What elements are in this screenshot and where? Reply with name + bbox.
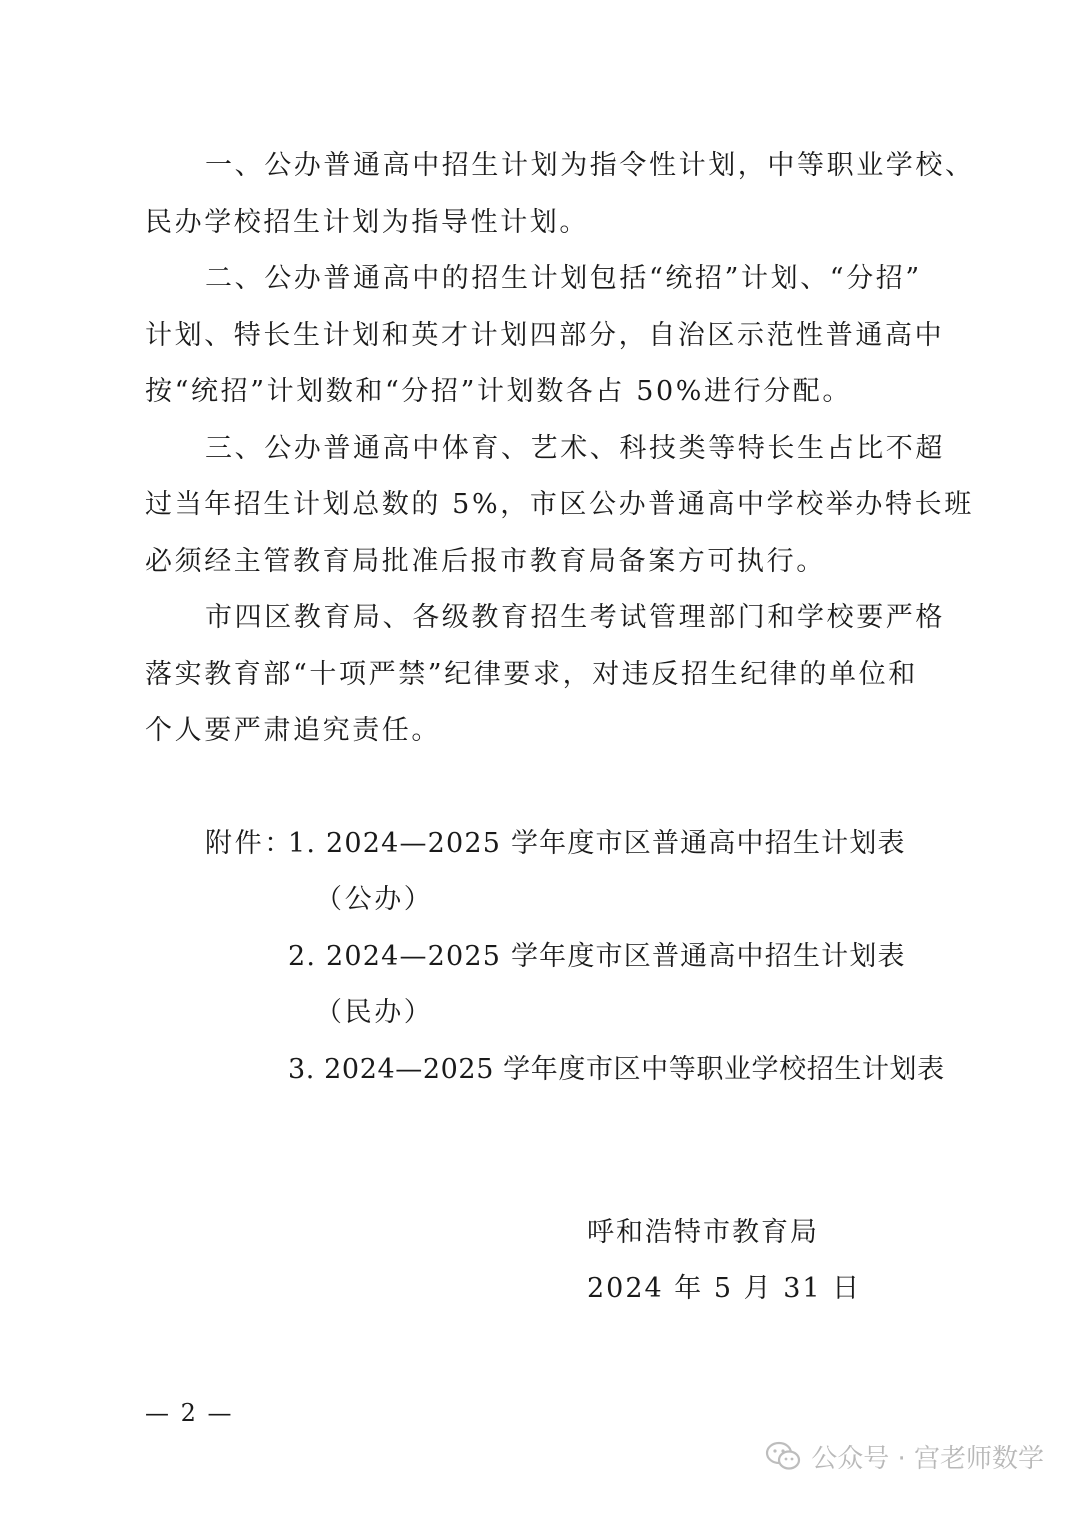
page-number: — 2 — — [145, 1399, 234, 1427]
para1-line2: 民办学校招生计划为指导性计划。 — [145, 207, 589, 238]
para2-line3: 按“统招”计划数和“分招”计划数各占 50%进行分配。 — [145, 376, 853, 407]
watermark — [765, 1436, 1044, 1476]
para3-line3: 必须经主管教育局批准后报市教育局备案方可执行。 — [145, 546, 826, 577]
attachment-item-1-sub: （公办） — [315, 884, 434, 915]
para4-line1: 市四区教育局、各级教育招生考试管理部门和学校要严格 — [205, 602, 945, 633]
para4-line2: 落实教育部“十项严禁”纪律要求，对违反招生纪律的单位和 — [145, 659, 918, 690]
signature-org: 呼和浩特市教育局 — [587, 1217, 819, 1248]
para3-line2: 过当年招生计划总数的 5%，市区公办普通高中学校举办特长班 — [145, 489, 974, 520]
attachment-item-2-sub: （民办） — [315, 997, 434, 1028]
para4-line3: 个人要严肃追究责任。 — [145, 715, 441, 746]
attachment-item-3: 3. 2024—2025 学年度市区中等职业学校招生计划表 — [288, 1054, 945, 1085]
wechat-icon — [765, 1440, 801, 1472]
attachment-item-1: 1. 2024—2025 学年度市区普通高中招生计划表 — [288, 828, 906, 859]
para1-line1: 一、公办普通高中招生计划为指令性计划，中等职业学校、 — [205, 150, 975, 181]
signature-date: 2024 年 5 月 31 日 — [587, 1273, 862, 1304]
attachment-item-2: 2. 2024—2025 学年度市区普通高中招生计划表 — [288, 941, 906, 972]
watermark-text: 公众号 · 宫老师数学 — [811, 1443, 1044, 1474]
attachments-label: 附件： — [205, 828, 294, 859]
para2-line2: 计划、特长生计划和英才计划四部分，自治区示范性普通高中 — [145, 320, 945, 351]
para2-line1: 二、公办普通高中的招生计划包括“统招”计划、“分招” — [205, 263, 922, 294]
para3-line1: 三、公办普通高中体育、艺术、科技类等特长生占比不超 — [205, 433, 945, 464]
